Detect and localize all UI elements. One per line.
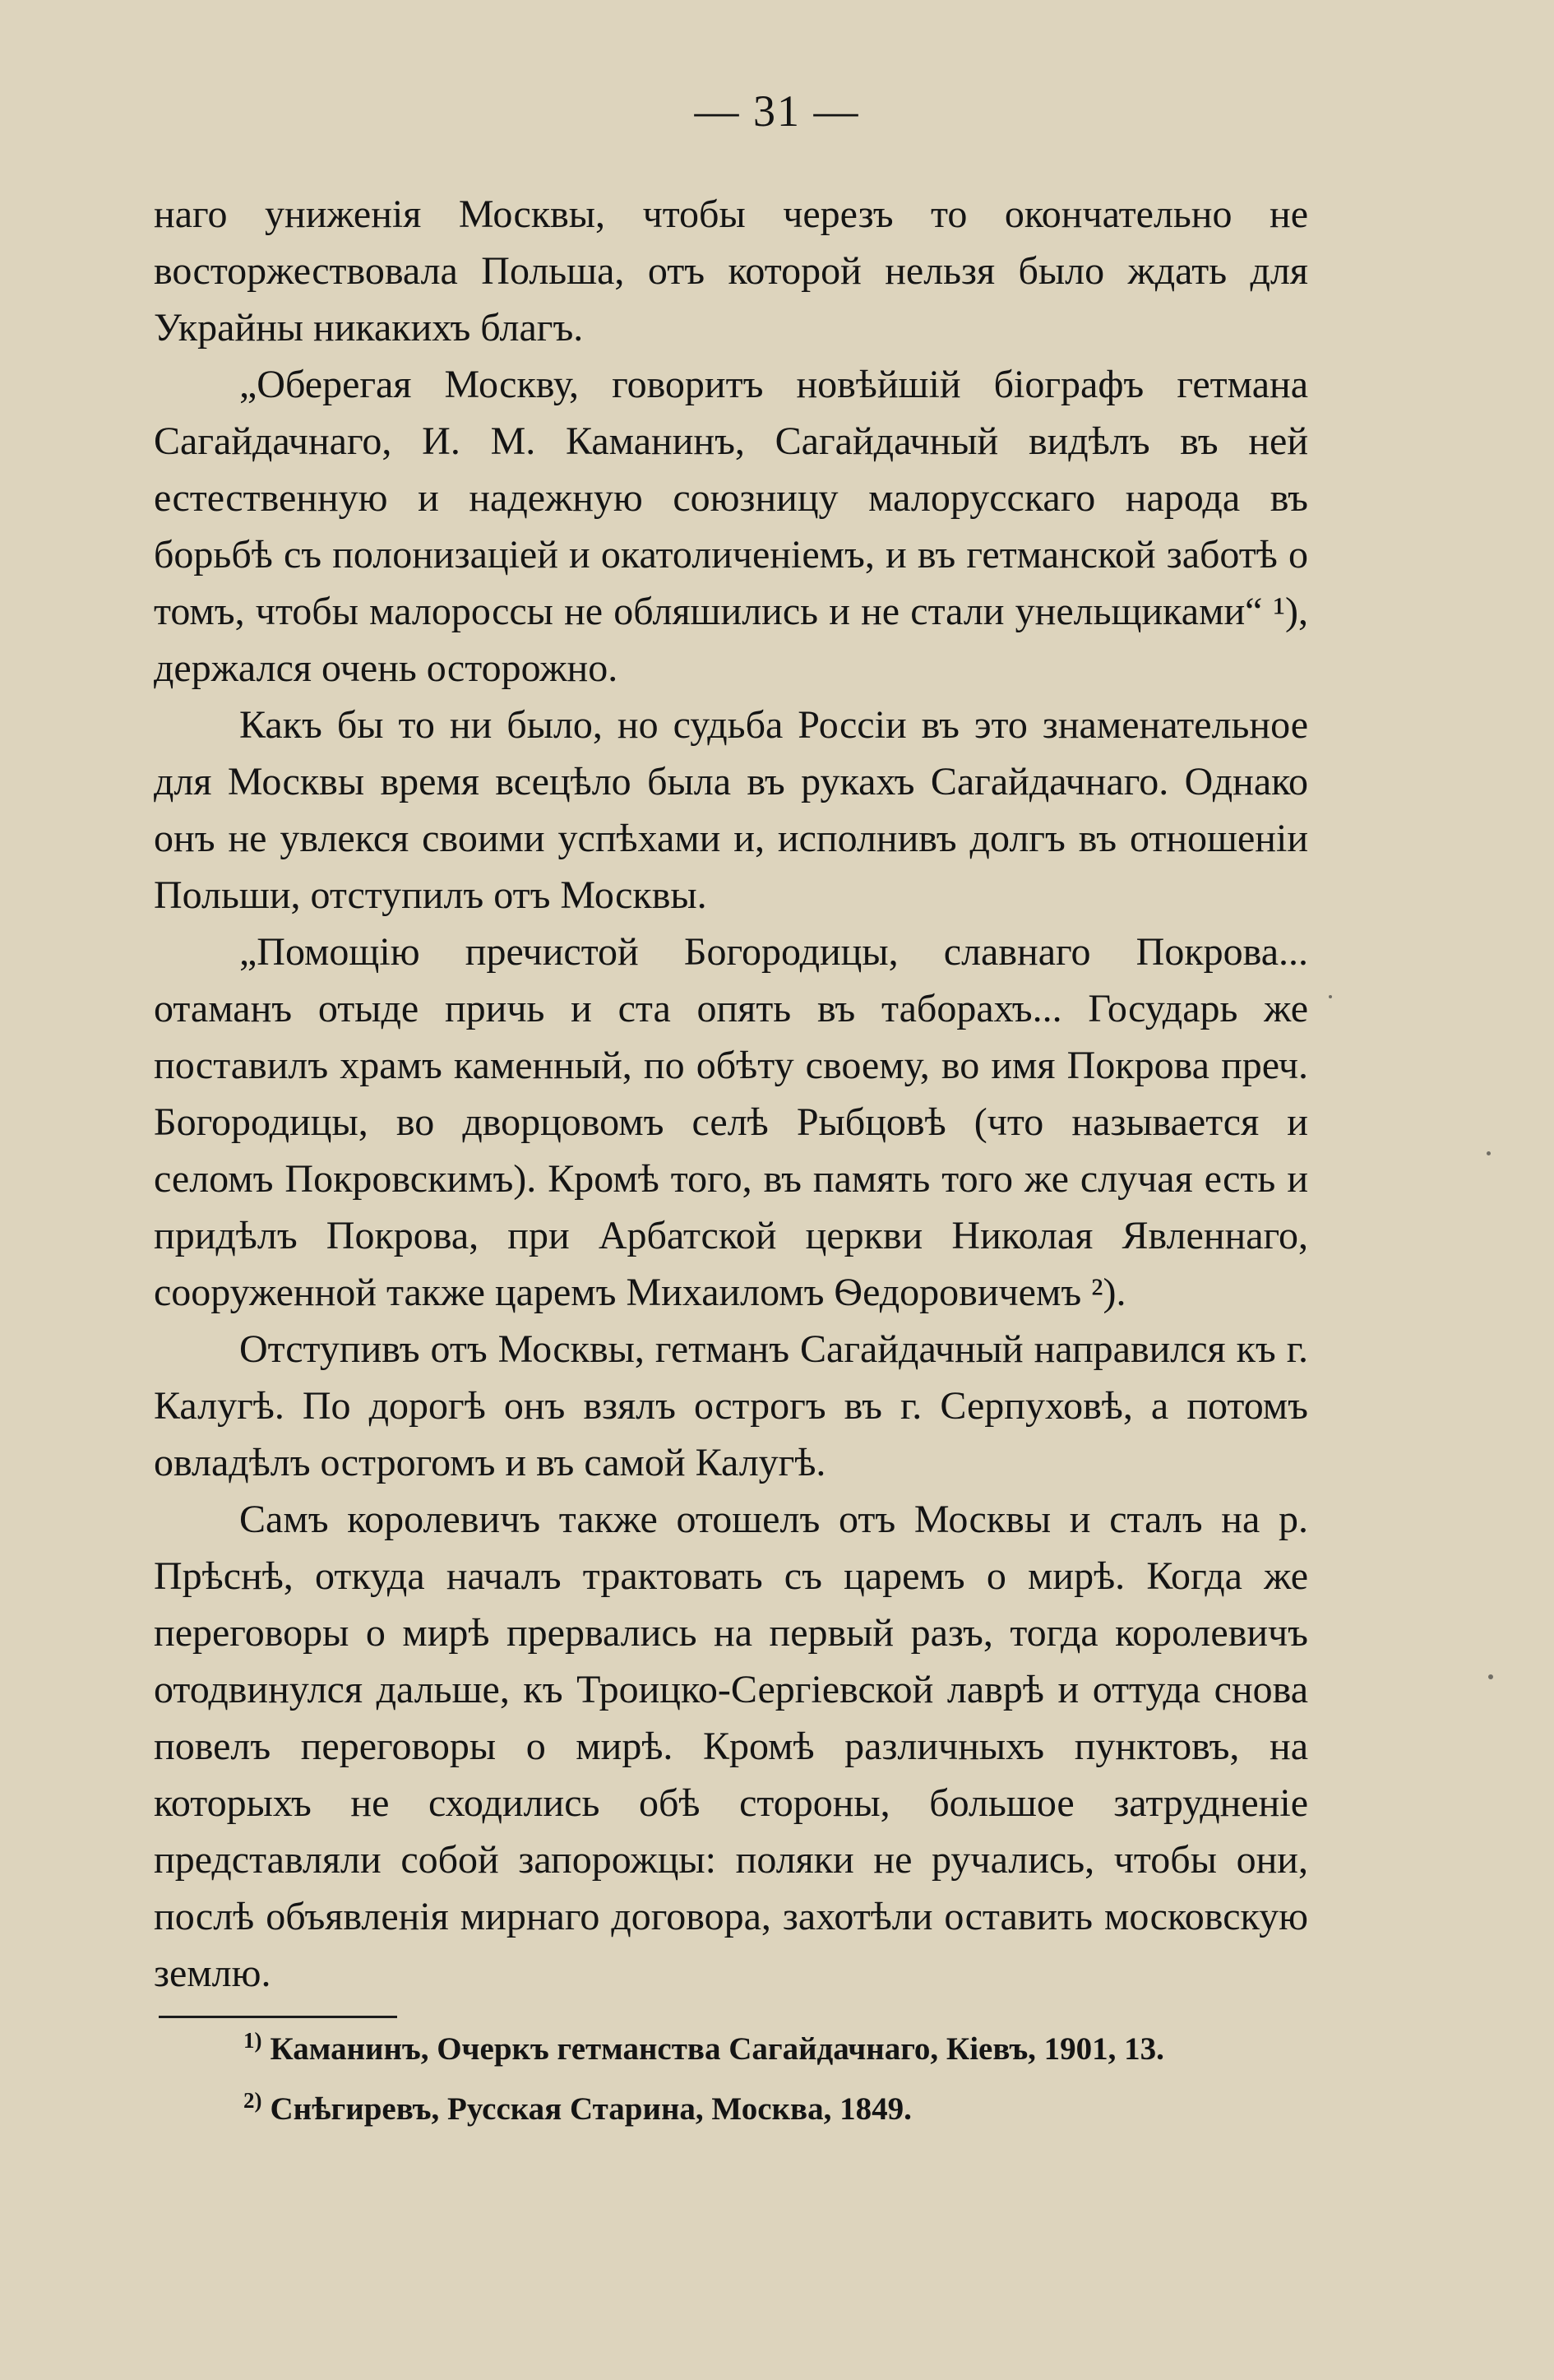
paragraph-5: Отступивъ отъ Москвы, гетманъ Сагайдачный направился къ г. Калугѣ. По дорогѣ онъ взялъ острогъ въ г. Серпуховѣ, а потомъ овладѣлъ острогомъ и въ самой Калугѣ. [154, 1327, 1308, 1484]
paragraph-6: Самъ королевичъ также отошелъ отъ Москвы и сталъ на р. Прѣснѣ, откуда началъ трактовать съ царемъ о мирѣ. Когда же переговоры о мирѣ прервались на первый разъ, тогда королевичъ отодвинулся дальше, къ Троицко-Сергіевской лаврѣ и оттуда снова повелъ переговоры о мирѣ. Кромѣ различныхъ пунктовъ, на которыхъ не сходились обѣ стороны, большое затрудненіе представляли собой запорожцы: поляки не ручались, чтобы они, послѣ объявленія мирнаго договора, захотѣли оставить московскую землю. [154, 1498, 1308, 1995]
paragraph-3: Какъ бы то ни было, но судьба Россіи въ это знаменательное для Москвы время всецѣло была въ рукахъ Сагайдачнаго. Однако онъ не увлекся своими успѣхами и, исполнивъ долгъ въ отношеніи Польши, отступилъ отъ Москвы. [154, 703, 1308, 917]
footnote-text: Снѣгиревъ, Русская Старина, Москва, 1849. [270, 2091, 912, 2127]
paper-speck [1487, 1151, 1491, 1155]
footnote-1 [243, 2015, 1329, 2075]
footnote-marker: 1) [243, 2028, 262, 2053]
paper-speck [1329, 995, 1332, 998]
paragraph-2: „Оберегая Москву, говоритъ новѣйшій біографъ гетмана Сагайдачнаго, И. М. Каманинъ, Сагайдачный видѣлъ въ ней естественную и надежную союзницу малорусскаго народа въ борьбѣ съ полонизацiей и окатоличеніемъ, и въ гетманской заботѣ о томъ, чтобы малороссы не обляшились и не стали унельщиками“ ¹), держался очень осторожно. [154, 363, 1308, 690]
footnote-text: Каманинъ, Очеркъ гетманства Сагайдачнаго, Кіевъ, 1901, 13. [270, 2031, 1164, 2067]
paragraph-4: „Помощію пречистой Богородицы, славнаго Покрова... отаманъ отыде причь и ста опять въ таборахъ... Государь же поставилъ храмъ каменный, по обѣту своему, во имя Покрова преч. Богородицы, во дворцовомъ селѣ Рыбцовѣ (что называется и селомъ Покровскимъ). Кромѣ того, въ память того же случая есть и придѣлъ Покрова, при Арбатской церкви Николая Явленнаго, сооруженной также царемъ Михаиломъ Ѳедоровичемъ ²). [154, 930, 1308, 1314]
paragraph-1: наго униженія Москвы, чтобы черезъ то окончательно не восторжествовала Польша, отъ которой нельзя было ждать для Украйны никакихъ благъ. [154, 192, 1308, 350]
paper-speck [1488, 1674, 1493, 1679]
footnote-2 [243, 2075, 1329, 2135]
footnotes [243, 2015, 1329, 2135]
footnote-marker: 2) [243, 2088, 262, 2113]
page-number: — 31 — [694, 86, 860, 136]
body-text [154, 186, 1308, 2002]
